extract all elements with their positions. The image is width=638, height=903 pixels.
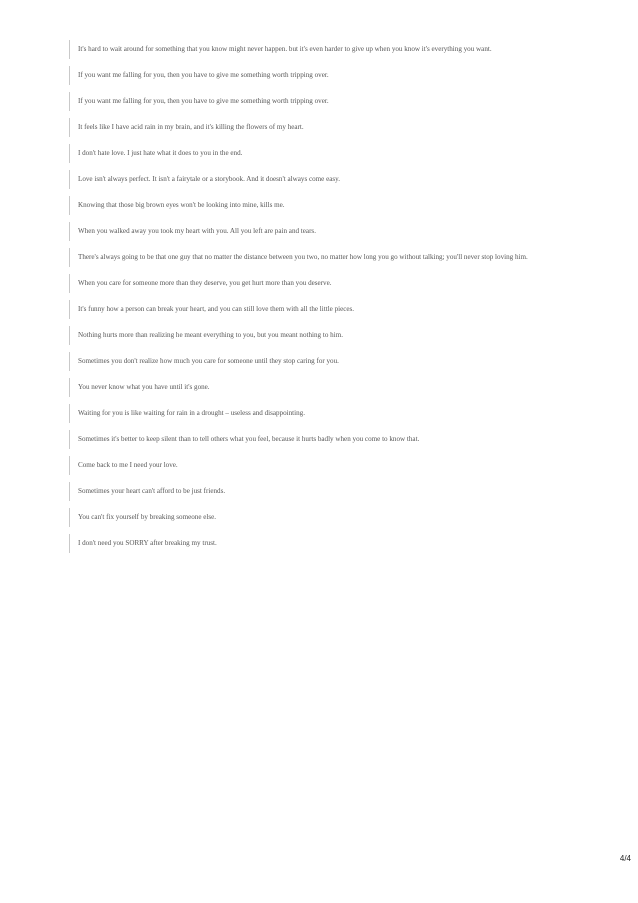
quote-item: Sometimes your heart can't afford to be just friends. [69, 482, 589, 501]
quote-item: I don't need you SORRY after breaking my trust. [69, 534, 589, 553]
page-number: 4/4 [619, 854, 631, 863]
quote-item: It feels like I have acid rain in my brain, and it's killing the flowers of my heart. [69, 118, 589, 137]
quote-item: When you care for someone more than they deserve, you get hurt more than you deserve. [69, 274, 589, 293]
quote-item: There's always going to be that one guy that no matter the distance between you two, no matter how long you go without talking; you'll never stop loving him. [69, 248, 589, 267]
quote-item: Come back to me I need your love. [69, 456, 589, 475]
quote-item: Sometimes it's better to keep silent than to tell others what you feel, because it hurts badly when you come to know that. [69, 430, 589, 449]
quote-item: Love isn't always perfect. It isn't a fairytale or a storybook. And it doesn't always come easy. [69, 170, 589, 189]
quote-list [69, 40, 589, 560]
quote-item: Sometimes you don't realize how much you care for someone until they stop caring for you. [69, 352, 589, 371]
quote-item: It's hard to wait around for something that you know might never happen. but it's even harder to give up when you know it's everything you want. [69, 40, 589, 59]
quote-item: I don't hate love. I just hate what it does to you in the end. [69, 144, 589, 163]
quote-item: It's funny how a person can break your heart, and you can still love them with all the little pieces. [69, 300, 589, 319]
quote-item: If you want me falling for you, then you have to give me something worth tripping over. [69, 66, 589, 85]
quote-item: You can't fix yourself by breaking someone else. [69, 508, 589, 527]
quote-item: When you walked away you took my heart with you. All you left are pain and tears. [69, 222, 589, 241]
quote-item: You never know what you have until it's gone. [69, 378, 589, 397]
quote-item: Nothing hurts more than realizing he meant everything to you, but you meant nothing to him. [69, 326, 589, 345]
quote-item: Knowing that those big brown eyes won't be looking into mine, kills me. [69, 196, 589, 215]
quote-item: Waiting for you is like waiting for rain in a drought – useless and disappointing. [69, 404, 589, 423]
quote-item: If you want me falling for you, then you have to give me something worth tripping over. [69, 92, 589, 111]
